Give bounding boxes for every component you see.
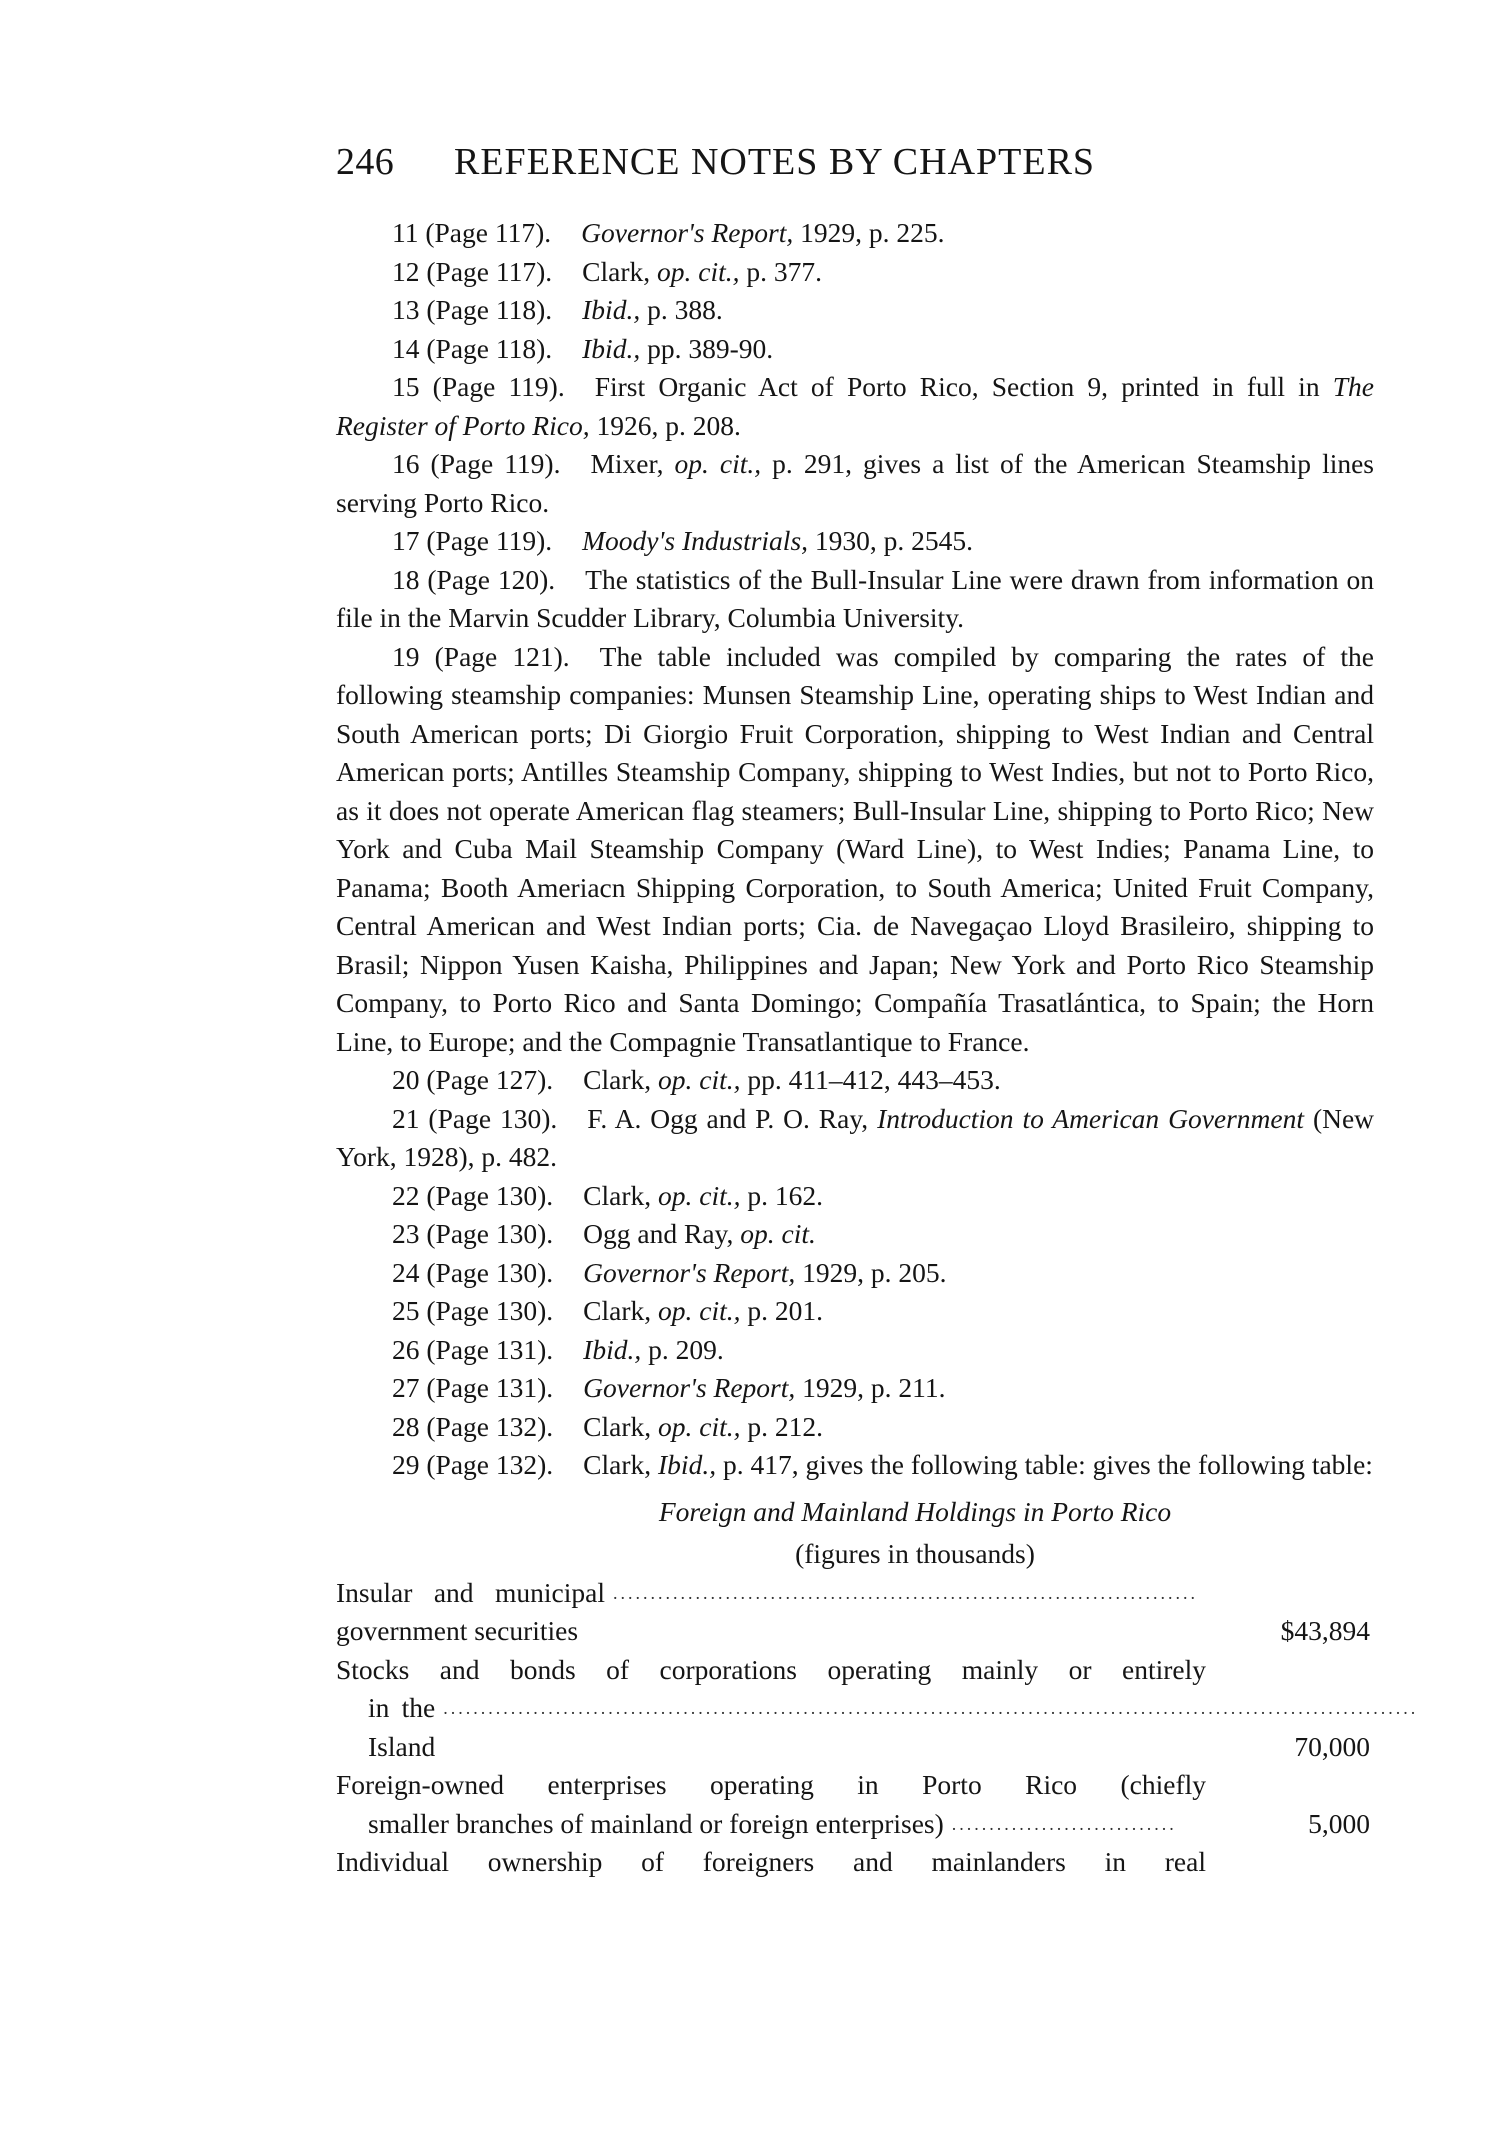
table-title: Foreign and Mainland Holdings in Porto Rico [658,1495,1172,1527]
leader-dots: .............................. [951,1813,1177,1834]
reference-note [336,253,1374,292]
note-page-ref: (Page 119). [426,525,553,556]
reference-note [336,1177,1374,1216]
table-row [336,1574,1374,1651]
note-page-ref: (Page 118). [426,294,553,325]
note-number: 29 [392,1449,420,1480]
note-number: 19 [392,640,420,672]
reference-note [336,1369,1374,1408]
note-page-ref: (Page 127). [426,1064,554,1095]
note-page-ref: (Page 130). [426,1218,554,1249]
note-text: Clark, [583,1449,659,1480]
note-page-ref: (Page 132). [426,1449,554,1480]
note-citation-italic: op. cit., [658,1295,741,1326]
note-number: 26 [392,1333,420,1365]
note-text: p. 201. [740,1295,824,1326]
note-text: p. 417, gives the following table: gives the following table: [716,1449,1373,1480]
reference-note [336,1408,1374,1447]
reference-note [336,1061,1374,1100]
holdings-table [336,1574,1419,1882]
note-number: 21 [392,1102,420,1134]
note-citation-italic: The Register of Porto Rico, [336,371,1374,441]
reference-note [336,1100,1374,1177]
note-page-ref: (Page 130). [426,1295,554,1326]
table-row-label: in the Island [368,1692,436,1762]
note-page-ref: (Page 132). [426,1410,554,1442]
reference-note [336,445,1374,522]
note-number: 13 [392,294,420,325]
table-row-label: smaller branches of mainland or foreign enterprises) [368,1807,944,1839]
note-number: 28 [392,1410,420,1442]
note-text: Clark, [583,1064,659,1095]
note-text: p. 212. [740,1410,824,1442]
note-number: 14 [392,332,420,364]
reference-note [336,1331,1374,1370]
note-text: Clark, [583,1179,659,1211]
note-number: 20 [392,1064,420,1095]
leader-dots: .................................................................................................................................. [443,1698,1419,1718]
note-page-ref: (Page 117). [426,255,553,287]
note-text: pp. 411–412, 443–453. [740,1064,1001,1095]
note-text: pp. 389-90. [640,332,774,364]
note-page-ref: (Page 131). [426,1372,554,1403]
note-text: First Organic Act of Porto Rico, Section 9, printed in full in [594,371,1333,402]
reference-note [336,522,1374,561]
note-page-ref: (Page 130). [426,1256,554,1288]
table-row [336,1689,1419,1766]
note-number: 16 [392,448,420,479]
note-page-ref: (Page 119). [430,448,561,479]
note-number: 24 [392,1256,420,1288]
note-citation-italic: Introduction to American Government [877,1102,1305,1134]
note-number: 17 [392,525,420,556]
note-number: 11 [392,217,419,248]
table-row-label: Stocks and bonds of corporations operating mainly or entirely [336,1653,1206,1685]
note-text: 1929, p. 205. [795,1256,947,1288]
note-text: (New York, 1928), p. 482. [336,1102,1375,1172]
reference-note [336,214,1374,253]
note-text: p. 291, gives a list of the American Steamship lines serving Porto Rico. [336,448,1375,518]
table-row-label: Individual ownership of foreigners and mainlanders in real [336,1846,1206,1877]
reference-note [336,291,1374,330]
table-row-label: Insular and municipal government securities [336,1576,605,1646]
page-header [336,140,1374,210]
note-citation-italic: op. cit., [657,255,740,287]
note-page-ref: (Page 120). [427,563,556,595]
note-page-ref: (Page 130). [426,1179,554,1211]
note-citation-italic: Moody's Industrials, [582,525,809,556]
note-citation-italic: op. cit., [658,1064,741,1095]
reference-note [336,638,1374,1062]
note-number: 18 [392,563,420,595]
note-text: p. 209. [641,1333,724,1365]
note-citation-italic: Governor's Report, [583,1372,796,1403]
table-row-label: Foreign-owned enterprises operating in Porto Rico (chiefly [336,1769,1206,1800]
note-citation-italic: Ibid., [582,294,641,325]
note-text: 1929, p. 211. [795,1372,946,1403]
reference-note [336,1292,1374,1331]
note-text: The statistics of the Bull-Insular Line were drawn from information on file in the Marvin Scudder Library, Columbia University. [336,563,1374,633]
note-page-ref: (Page 119). [432,371,565,402]
reference-note [336,1254,1374,1293]
note-citation-italic: Ibid., [583,1333,642,1365]
note-text: Ogg and Ray, [583,1218,741,1249]
note-page-ref: (Page 131). [426,1333,554,1365]
note-citation-italic: Governor's Report, [583,1256,796,1288]
page [336,140,1419,1882]
note-citation-italic: op. cit., [658,1410,741,1442]
reference-notes-list [336,214,1374,1485]
note-text: 1929, p. 225. [793,217,945,248]
note-citation-italic: op. cit., [658,1179,741,1211]
table-row [336,1805,1374,1844]
note-citation-italic: Ibid., [582,332,641,364]
note-text: p. 388. [640,294,723,325]
reference-note [336,561,1374,638]
reference-note [336,1215,1374,1254]
page-number: 246 [336,141,395,183]
reference-note [336,368,1374,445]
leader-dots: .............................................................................. [613,1582,1198,1603]
note-page-ref: (Page 121). [434,640,570,672]
note-text: 1930, p. 2545. [808,525,974,556]
note-citation-italic: Ibid., [658,1449,717,1480]
note-text: p. 377. [739,255,822,287]
note-number: 12 [392,255,420,287]
note-number: 15 [392,371,420,402]
table-row-value: 70,000 [1294,1730,1370,1762]
note-text: F. A. Ogg and P. O. Ray, [587,1102,878,1134]
running-title: REFERENCE NOTES BY CHAPTERS [454,141,1096,183]
table-row-value: 5,000 [1308,1807,1370,1839]
note-number: 27 [392,1372,420,1403]
reference-note [336,1446,1374,1485]
note-text: Clark, [583,1410,659,1442]
note-page-ref: (Page 117). [425,217,552,248]
table-row-value: $43,894 [1280,1615,1370,1646]
note-citation-italic: op. cit., [674,448,762,479]
note-text: Mixer, [590,448,675,479]
table-subtitle: (figures in thousands) [795,1538,1035,1569]
note-number: 22 [392,1179,420,1211]
note-number: 25 [392,1295,420,1326]
note-number: 23 [392,1218,420,1249]
note-page-ref: (Page 130). [428,1102,558,1134]
note-text: p. 162. [740,1179,824,1211]
note-text: Clark, [582,255,657,287]
note-text: The table included was compiled by comparing the rates of the following steamship companies: Munsen Steamship Line, operating ships to West Indian and South American ports; Di Giorgio Fruit Corporation, shipping to West Indian and Central American ports; Antilles Steamship Company, shipping to West Indies, but not to Porto Rico, as it does not operate American flag steamers; Bull-Insular Line, shipping to Porto Rico; New York and Cuba Mail Steamship Company (Ward Line), to West Indies; Panama Line, to Panama; Booth Ameriacn Shipping Corporation, to South America; United Fruit Company, Central American and West Indian ports; Cia. de Navegaçao Lloyd Brasileiro, shipping to Brasil; Nippon Yusen Kaisha, Philippines and Japan; New York and Porto Rico Steamship Company, to Porto Rico and Santa Domingo; Compañía Trasatlántica, to Spain; the Horn Line, to Europe; and the Compagnie Transatlantique to France. [336,640,1374,1057]
note-text: 1926, p. 208. [589,409,741,441]
reference-note [336,330,1374,369]
note-citation-italic: Governor's Report, [581,217,794,248]
note-text: Clark, [583,1295,659,1326]
note-citation-italic: op. cit. [740,1218,816,1249]
note-page-ref: (Page 118). [426,332,553,364]
